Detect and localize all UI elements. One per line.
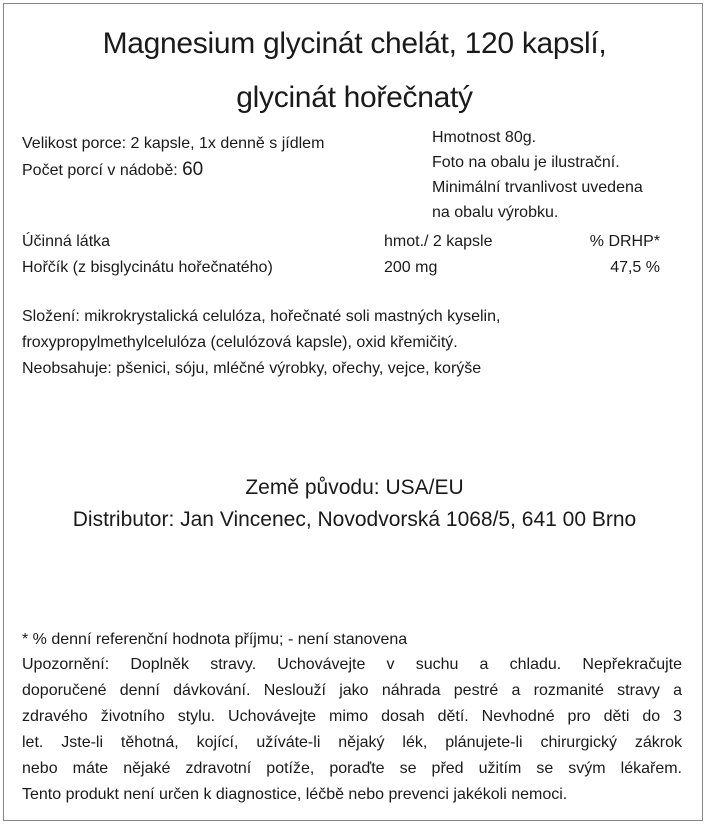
allergens-line: Neobsahuje: pšenici, sóju, mléčné výrobky, ořechy, vejce, korýše <box>22 360 482 377</box>
composition-line: froxypropylmethylcelulóza (celulózová kapsle), oxid křemičitý. <box>22 334 458 351</box>
warning-line: doporučené denní dávkování. Neslouží jako náhrada pestré a rozmanité stravy a <box>22 682 682 699</box>
nutrition-header-ingredient: Účinná látka <box>22 233 111 250</box>
warning-line: Tento produkt není určen k diagnostice, léčbě nebo prevenci jakékoli nemoci. <box>22 786 568 803</box>
nutrition-header-amount: hmot./ 2 kapsle <box>384 233 493 250</box>
nutrition-row-drhp: 47,5 % <box>610 259 660 276</box>
warning-line: let. Jste-li těhotná, kojící, užíváte-li nějaký lék, plánujete-li chirurgický zákrok <box>22 734 682 751</box>
nutrition-header-drhp: % DRHP* <box>589 233 660 250</box>
servings-label: Počet porcí v nádobě: <box>22 162 178 179</box>
composition-line: Složení: mikrokrystalická celulóza, hořečnaté soli mastných kyselin, <box>22 308 501 325</box>
servings-value: 60 <box>182 159 204 180</box>
servings-per-container <box>22 158 203 183</box>
warning-line: nebo máte nějaké zdravotní potíže, poraďte se před užitím se svým lékařem. <box>22 760 682 777</box>
warning-line: zdravého životního stylu. Uchovávejte mimo dosah dětí. Nevhodné pro děti do 3 <box>22 708 682 725</box>
info-line: Hmotnost 80g. <box>432 129 537 146</box>
info-line: na obalu výrobku. <box>432 204 559 221</box>
nutrition-row-ingredient: Hořčík (z bisglycinátu hořečnatého) <box>22 259 273 276</box>
nutrition-row-amount: 200 mg <box>384 259 438 276</box>
distributor: Distributor: Jan Vincenec, Novodvorská 1068/5, 641 00 Brno <box>72 508 637 531</box>
product-title-line-2: glycinát hořečnatý <box>236 81 473 114</box>
drhp-footnote: * % denní referenční hodnota příjmu; - není stanovena <box>22 631 408 648</box>
country-of-origin: Země původu: USA/EU <box>245 476 464 499</box>
info-line: Minimální trvanlivost uvedena <box>432 179 643 196</box>
warning-line: Upozornění: Doplněk stravy. Uchovávejte v suchu a chladu. Nepřekračujte <box>22 656 682 673</box>
serving-size: Velikost porce: 2 kapsle, 1x denně s jídlem <box>22 135 325 152</box>
info-line: Foto na obalu je ilustrační. <box>432 154 620 171</box>
product-title-line-1: Magnesium glycinát chelát, 120 kapslí, <box>102 27 607 60</box>
